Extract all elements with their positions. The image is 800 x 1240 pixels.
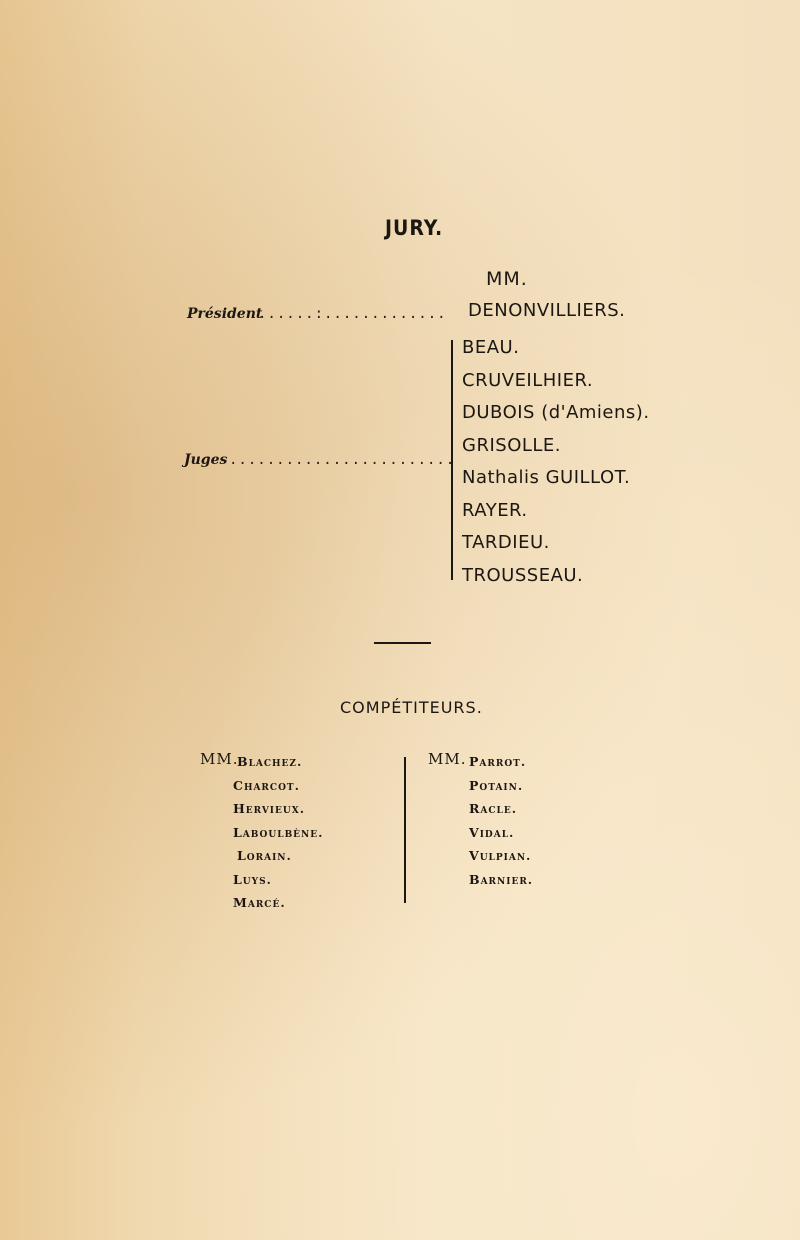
show-through-text <box>230 148 239 172</box>
judge-name: CRUVEILHIER. <box>462 369 594 391</box>
competitor-name: Barnier. <box>469 871 534 887</box>
competitor-name: Parrot. <box>469 754 527 769</box>
competitor-name: Racle. <box>469 801 518 816</box>
section-divider <box>374 642 431 644</box>
judge-name: BEAU. <box>462 337 520 358</box>
competitor-name: Hervieux. <box>233 801 306 816</box>
competitor-name: Lorain. <box>237 848 292 863</box>
judges-label: Juges <box>184 452 228 468</box>
president-label: Président <box>187 306 263 322</box>
competitor-name: Luys. <box>233 871 272 887</box>
competitor-name: Marcé. <box>233 895 286 910</box>
competitors-title: COMPÉTITEURS. <box>340 698 483 717</box>
competitor-name: Charcot. <box>233 777 300 793</box>
jury-title: JURY. <box>385 216 444 240</box>
judge-name: RAYER. <box>462 499 528 521</box>
competitors-column-separator <box>404 757 406 903</box>
judge-name: TARDIEU. <box>462 532 550 553</box>
competitor-name: Vidal. <box>469 824 515 840</box>
judge-name: TROUSSEAU. <box>462 564 584 586</box>
president-leader-dots: ......:............. <box>258 306 447 322</box>
competitor-name: Blachez. <box>237 754 303 769</box>
judge-name: GRISOLLE. <box>462 434 562 456</box>
competitors-mm-left: MM. <box>200 750 239 768</box>
president-name: DENONVILLIERS. <box>468 300 626 321</box>
judge-name: Nathalis GUILLOT. <box>462 467 631 488</box>
jury-mm-heading: MM. <box>486 268 528 290</box>
competitors-left-list <box>233 750 323 915</box>
judges-list <box>462 332 650 592</box>
competitor-name: Potain. <box>469 777 524 793</box>
competitor-name: Vulpian. <box>469 848 532 863</box>
competitor-name: Laboulbène. <box>233 824 324 840</box>
competitors-mm-right: MM. <box>428 750 467 768</box>
judges-brace <box>451 340 457 580</box>
competitors-right-list <box>469 750 533 891</box>
judge-name: DUBOIS (d'Amiens). <box>462 402 650 423</box>
judges-leader-dots: ........................ <box>229 452 456 468</box>
